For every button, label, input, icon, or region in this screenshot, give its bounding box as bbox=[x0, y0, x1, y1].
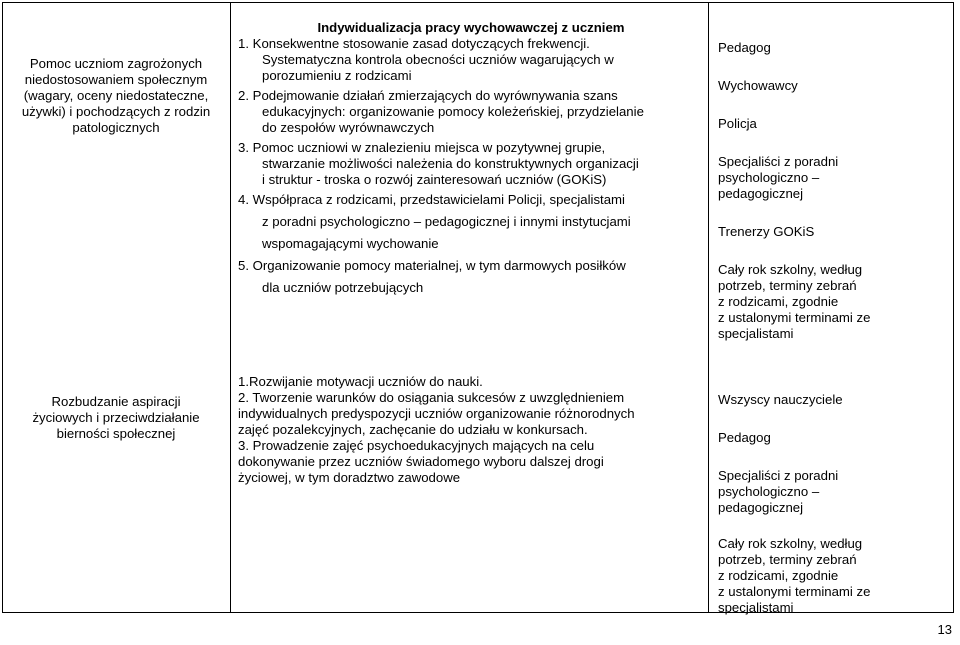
task-line: indywidualnych predyspozycji uczniów organizowanie różnorodnych bbox=[238, 406, 635, 421]
responsible-line: psychologiczno – bbox=[718, 170, 820, 185]
col-divider-2 bbox=[708, 2, 709, 613]
goal-2-line: życiowych i przeciwdziałanie bbox=[32, 410, 200, 425]
task-line: Systematyczna kontrola obecności uczniów wagarujących w bbox=[262, 52, 614, 67]
goal-1-line: Pomoc uczniom zagrożonych bbox=[29, 56, 203, 71]
task-line: dla uczniów potrzebujących bbox=[262, 280, 424, 295]
task-line: 3. Prowadzenie zajęć psychoedukacyjnych mających na celu bbox=[238, 438, 595, 453]
section-header: Indywidualizacja pracy wychowawczej z uczniem bbox=[317, 20, 625, 35]
task-line: edukacyjnych: organizowanie pomocy koleżeńskiej, przydzielanie bbox=[262, 104, 644, 119]
task-line: z poradni psychologiczno – pedagogicznej i innymi instytucjami bbox=[262, 214, 631, 229]
tasks-cell-1 bbox=[238, 20, 704, 296]
goal-cell-1 bbox=[6, 56, 226, 136]
responsible-line: z rodzicami, zgodnie bbox=[718, 568, 839, 583]
task-line: wspomagającymi wychowanie bbox=[262, 236, 439, 251]
responsible-line: z rodzicami, zgodnie bbox=[718, 294, 839, 309]
responsible-cell-2 bbox=[718, 392, 950, 616]
task-line: 2. Podejmowanie działań zmierzających do wyrównywania szans bbox=[238, 88, 618, 103]
task-line: 4. Współpraca z rodzicami, przedstawicielami Policji, specjalistami bbox=[238, 192, 625, 207]
goal-2-line: Rozbudzanie aspiracji bbox=[51, 394, 181, 409]
task-line: dokonywanie przez uczniów świadomego wyboru dalszej drogi bbox=[238, 454, 604, 469]
responsible-line: Specjaliści z poradni bbox=[718, 468, 839, 483]
responsible-line: potrzeb, terminy zebrań bbox=[718, 552, 857, 567]
responsible-line: pedagogicznej bbox=[718, 500, 804, 515]
responsible-line: Wychowawcy bbox=[718, 78, 798, 93]
goal-1-line: niedostosowaniem społecznym bbox=[24, 72, 208, 87]
responsible-line: psychologiczno – bbox=[718, 484, 820, 499]
task-line: stwarzanie możliwości należenia do konstruktywnych organizacji bbox=[262, 156, 639, 171]
task-line: i struktur - troska o rozwój zainteresowań uczniów (GOKiS) bbox=[262, 172, 607, 187]
task-line: 1. Konsekwentne stosowanie zasad dotyczących frekwencji. bbox=[238, 36, 590, 51]
responsible-line: Pedagog bbox=[718, 40, 771, 55]
responsible-line: Pedagog bbox=[718, 430, 771, 445]
task-line: 3. Pomoc uczniowi w znalezieniu miejsca w pozytywnej grupie, bbox=[238, 140, 606, 155]
task-line: 2. Tworzenie warunków do osiągania sukcesów z uwzględnieniem bbox=[238, 390, 625, 405]
goal-2-line: bierności społecznej bbox=[56, 426, 176, 441]
col-divider-1 bbox=[230, 2, 231, 613]
task-line: do zespołów wyrównawczych bbox=[262, 120, 435, 135]
goal-1-line: używki) i pochodzących z rodzin bbox=[21, 104, 211, 119]
responsible-line: Cały rok szkolny, według bbox=[718, 262, 863, 277]
goal-1-line: patologicznych bbox=[72, 120, 160, 135]
responsible-line: Trenerzy GOKiS bbox=[718, 224, 815, 239]
task-line: 1.Rozwijanie motywacji uczniów do nauki. bbox=[238, 374, 483, 389]
responsible-cell-1 bbox=[718, 40, 950, 342]
responsible-line: Cały rok szkolny, według bbox=[718, 536, 863, 551]
tasks-cell-2 bbox=[238, 374, 704, 486]
page-number: 13 bbox=[937, 622, 952, 637]
task-line: zajęć pozalekcyjnych, zachęcanie do udziału w konkursach. bbox=[238, 422, 588, 437]
responsible-line: pedagogicznej bbox=[718, 186, 804, 201]
goal-1-line: (wagary, oceny niedostateczne, bbox=[23, 88, 209, 103]
responsible-line: specjalistami bbox=[718, 600, 794, 615]
responsible-line: Wszyscy nauczyciele bbox=[718, 392, 843, 407]
task-line: porozumieniu z rodzicami bbox=[262, 68, 412, 83]
responsible-line: Specjaliści z poradni bbox=[718, 154, 839, 169]
responsible-line: potrzeb, terminy zebrań bbox=[718, 278, 857, 293]
responsible-line: z ustalonymi terminami ze bbox=[718, 584, 871, 599]
responsible-line: z ustalonymi terminami ze bbox=[718, 310, 871, 325]
task-line: 5. Organizowanie pomocy materialnej, w tym darmowych posiłków bbox=[238, 258, 626, 273]
task-line: życiowej, w tym doradztwo zawodowe bbox=[238, 470, 461, 485]
responsible-line: Policja bbox=[718, 116, 757, 131]
goal-cell-2 bbox=[6, 394, 226, 442]
responsible-line: specjalistami bbox=[718, 326, 794, 341]
